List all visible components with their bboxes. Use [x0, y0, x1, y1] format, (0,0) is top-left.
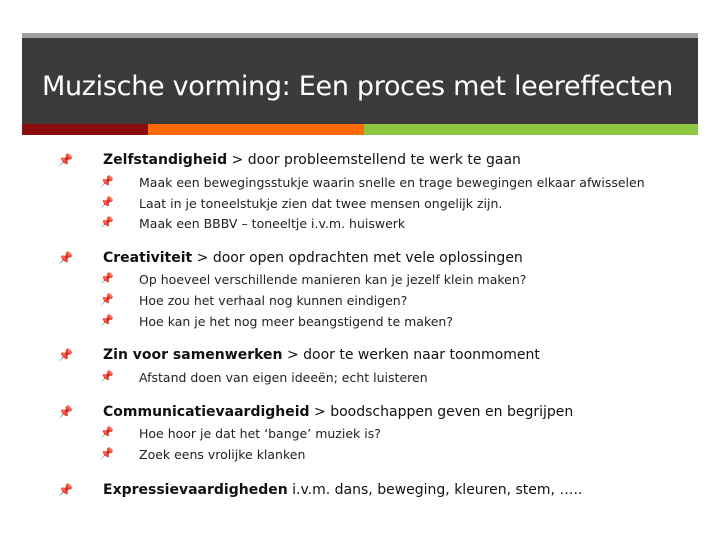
pushpin-icon: 📌 — [100, 272, 114, 285]
pushpin-icon: 📌 — [100, 447, 114, 460]
item-rest: i.v.m. dans, beweging, kleuren, stem, ….. — [287, 482, 583, 498]
item-rest: > door open opdrachten met vele oplossingen — [192, 250, 523, 266]
item-lead: Expressievaardigheden — [103, 482, 288, 498]
item-rest: > door te werken naar toonmoment — [282, 347, 540, 363]
pushpin-icon: 📌 — [58, 153, 73, 167]
item-rest: > boodschappen geven en begrijpen — [309, 404, 574, 420]
pushpin-icon: 📌 — [100, 370, 114, 383]
item-lead: Creativiteit — [103, 250, 193, 266]
pushpin-icon: 📌 — [58, 348, 73, 362]
pushpin-icon: 📌 — [58, 483, 73, 497]
item-lead: Communicatievaardigheid — [103, 404, 310, 420]
pushpin-icon: 📌 — [100, 293, 114, 306]
slide-content: 📌 Zelfstandigheid > door probleemstellend te werk te gaan 📌 Maak een bewegingsstukje waarin snelle en trage bewegingen elkaar afwisselen 📌 Laat in je toneelstukje zien dat twee mensen ongelijk zijn. 📌 Maak een BBBV – toneeltje i.v.m. huiswerk 📌 Creativiteit > door open opdrachten met vele oplossingen 📌 Op hoeveel verschillende manieren kan je jezelf klein maken? 📌 Hoe zou het verhaal nog kunnen eindigen? 📌 Hoe kan je het nog meer beangstigend te maken? 📌 Zin voor samenwerken > door te werken naar toonmoment 📌 Afstand doen van eigen ideeën; echt luisteren 📌 Communicatievaardigheid > boodschappen geven en begrijpen 📌 Hoe hoor je dat het ‘bange’ muziek is? 📌 Zoek eens vrolijke klanken 📌 Expressievaardigheden i.v.m. dans, beweging, kleuren, stem, ….. — [58, 152, 645, 498]
pushpin-icon: 📌 — [100, 426, 114, 439]
item-lead: Zin voor samenwerken — [103, 347, 283, 363]
slide-title: Muzische vorming: Een proces met leereffecten — [42, 71, 673, 102]
pushpin-icon: 📌 — [100, 314, 114, 327]
pushpin-icon: 📌 — [58, 251, 73, 265]
item-lead: Zelfstandigheid — [103, 152, 228, 168]
pushpin-icon: 📌 — [100, 216, 114, 229]
pushpin-icon: 📌 — [58, 405, 73, 419]
pushpin-icon: 📌 — [100, 196, 114, 209]
item-rest: > door probleemstellend te werk te gaan — [227, 152, 521, 168]
pushpin-icon: 📌 — [100, 175, 114, 188]
